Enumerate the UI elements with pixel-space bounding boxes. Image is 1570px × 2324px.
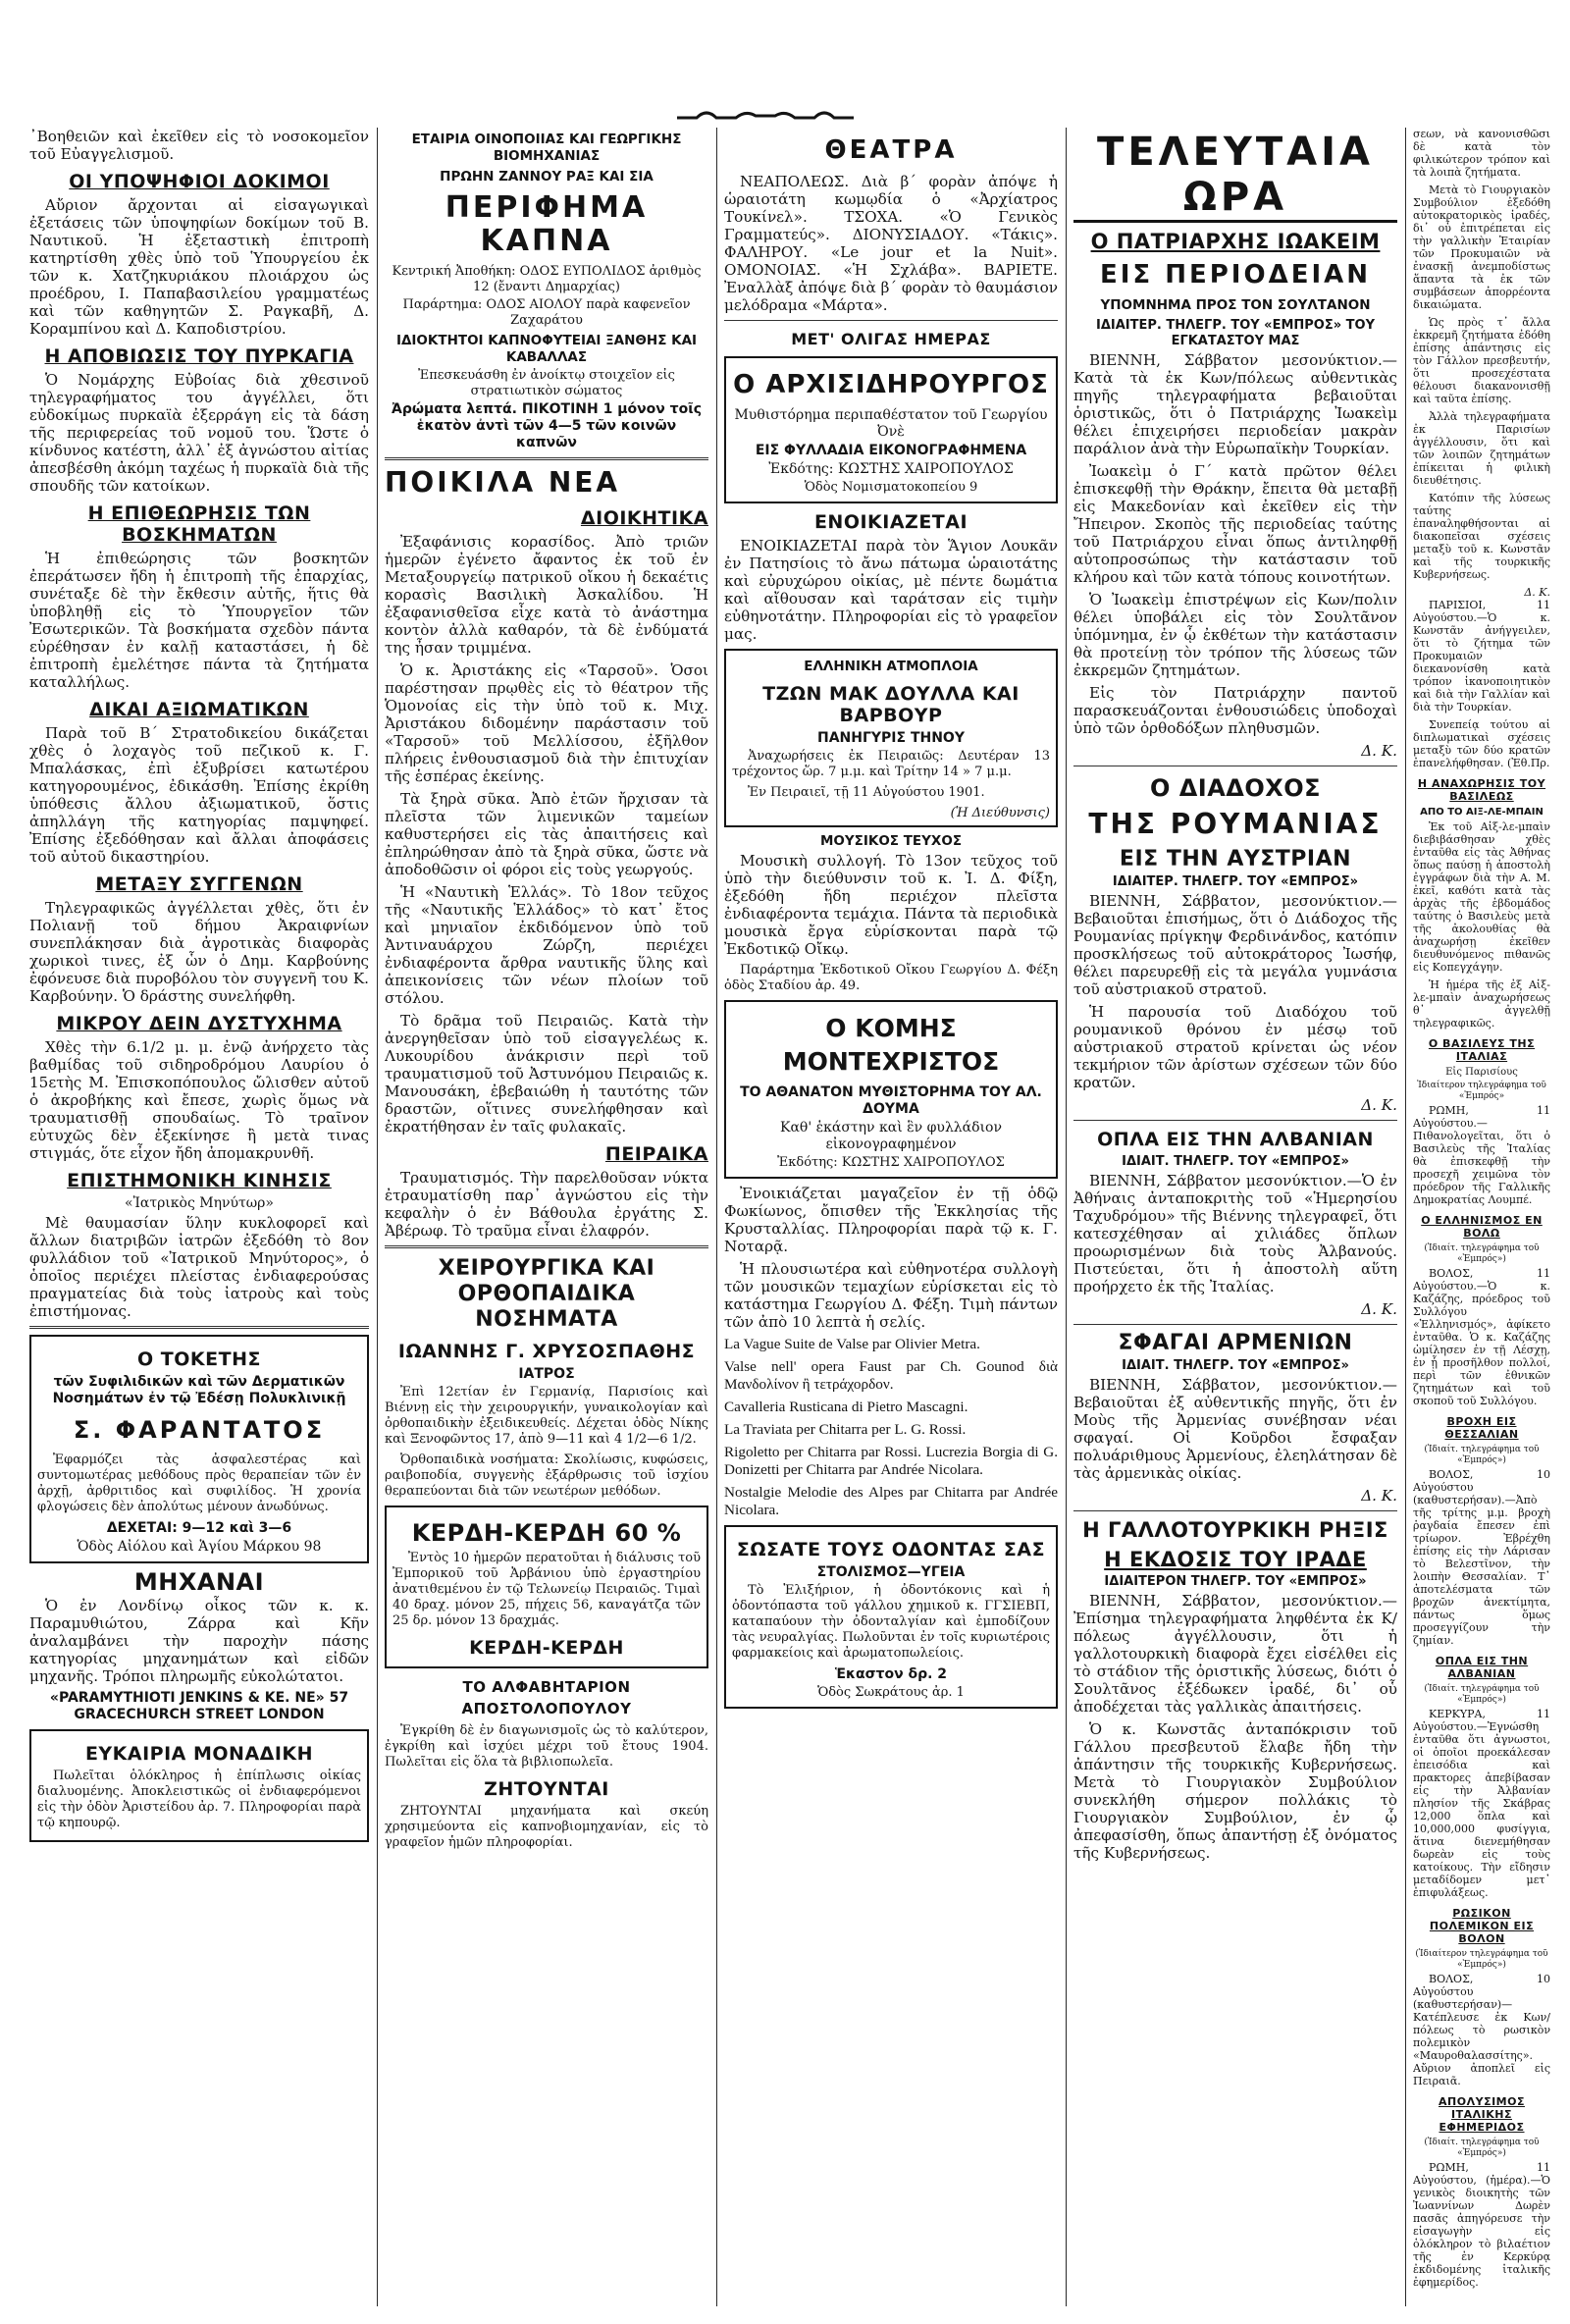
ad-editor: Ἐκδότης: ΚΩΣΤΗΣ ΧΑΙΡΟΠΟΥΛΟΣ [768,461,1014,477]
headline: Η ΑΠΟΒΙΩΣΙΣ ΤΟΥ ΠΥΡΚΑΓΙΑ [44,345,354,367]
article-text: Ἡ «Ναυτικὴ Ἑλλάς». Τὸ 18ον τεῦχος τῆς «Ναυτικῆς Ἑλλάδος» τὸ κατ᾽ ἔτος καὶ μηνιαῖον ἐκδιδόμενον ὑπὸ τοῦ Ἀντιναυάρχου Ζώρζη, περιέχει ἐνδιαφέροντα ἄρθρα ναυτικῆς ὕλης καὶ ἀπεικονίσεις τῶν νέων πλοίων τοῦ στόλου. [385,883,708,1007]
ad-text: Ἐπὶ 12ετίαν ἐν Γερμανίᾳ, Παρισίοις καὶ Βιέννῃ εἰς τὴν χειρουργικήν, γυναικολογίαν καὶ ὀρθοπαιδικὴν ἐξειδικευθείς. Δέχεται ὁδὸς Νίκης καὶ Ξενοφῶντος 17, ἀπὸ 9—11 καὶ 4 1/2—6 1/2. [385,1385,708,1447]
headline: ΜΕΤΑΞΥ ΣΥΓΓΕΝΩΝ [95,873,303,895]
column-2 [385,128,708,2297]
article-text: ΒΙΕΝΝΗ, Σάββατον, μεσονύκτιον.—Βεβαιοῦται ἐπισήμως, ὅτι ὁ Διάδοχος τῆς Ρουμανίας πρίγκηψ Φερδινάνδος, κατόπιν προσκλήσεως τοῦ αὐτοκράτορος Ἰωσήφ, θέλει παρευρεθῇ εἰς τὰ μεγάλα γυμνάσια τοῦ αὐστριακοῦ στρατοῦ. [1073,892,1397,998]
column-1 [29,128,369,2297]
article-text: ΡΩΜΗ, 11 Αὐγούστου.—Πιθανολογεῖται, ὅτι ὁ Βασιλεὺς τῆς Ἰταλίας θὰ ἐπισκεφθῇ τὴν προσεχῆ χειμῶνα τὸν πρόεδρον τῆς Γαλλικῆς Δημοκρατίας Λουμπέ. [1413,1104,1550,1206]
divider [1073,1510,1397,1511]
headline: ΟΠΛΑ ΕΙΣ ΤΗΝ ΑΛΒΑΝΙΑΝ [1097,1129,1374,1150]
ad-title: ΕΛΛΗΝΙΚΗ ΑΤΜΟΠΛΟΙΑ [804,659,978,674]
article-text: Ἐξαφάνισις κορασίδος. Ἀπὸ τριῶν ἡμερῶν ἐγένετο ἄφαντος ἐκ τοῦ ἐν Μεταξουργείῳ πατρικοῦ οἴκου ἡ δεκαέτις κορασὶς Βασιλικὴ Ἀσκαλίδου. Ἡ ἐξαφανισθεῖσα εἶχε κατὰ τὸ ἀνάστημα κοντὸν ἀλλὰ καθαρόν, τὰ δὲ ἐνδύματά της ἦσαν τριμμένα. [385,533,708,657]
headline: ΡΩΣΙΚΟΝ ΠΟΛΕΜΙΚΟΝ ΕΙΣ ΒΟΛΟΝ [1429,1907,1535,1945]
ad-title: Ο ΤΟΚΕΤΗΣ [137,1348,261,1370]
article-text: Χθὲς τὴν 6.1/2 μ. μ. ἐνῷ ἀνήρχετο τὰς βαθμίδας τοῦ σιδηροδρόμου Λαυρίου ὁ 15ετὴς Μ. Ἐπισκοπόπουλος ὤλισθεν αὐτοῦ ὁ ἀκροβήκης καὶ ἔπεσε, χωρὶς ὅμως νὰ τραυματισθῇ σπουδαίως. Τὸ τραῖνον εὐτυχῶς δὲν ἐξεκίνησε ἢ μετὰ τινας στιγμάς, ὅτε εἶχον ἤδη ἀπομακρυνθῆ. [29,1038,369,1162]
headline: ΜΙΚΡΟΥ ΔΕΙΝ ΔΥΣΤΥΧΗΜΑ [56,1013,342,1034]
subheadline: Εἰς Παρισίους [1445,1067,1518,1078]
column-rule [1066,128,1067,2306]
article-text: Συνεπείᾳ τούτου αἱ διπλωματικαὶ σχέσεις μεταξὺ τῶν δύο κρατῶν ἐπανελήφθησαν. (Ἐθ.Πρ. [1413,718,1550,769]
article-text: Ἡ πλουσιωτέρα καὶ εὐθηνοτέρα συλλογὴ τῶν μουσικῶν τεμαχίων εὑρίσκεται εἰς τὸ κατάστημα Γεωργίου Δ. Φέξη. Τιμὴ πάντων τῶν ἀπὸ 10 λεπτὰ ἡ σελίς. [724,1260,1058,1331]
article-text: Μετὰ τὸ Γιουργιακὸν Συμβούλιον ἐξεδόθη αὐτοκρατορικὸς ἰραδές, δι᾽ οὗ ἐπιτρέπεται εἰς τὴν γαλλικὴν Ἑταιρίαν τῶν Προκυμαιῶν νὰ ἐνασκῇ ἀνεμποδίστως ἅπαντα τὰ ἐκ τῶν συμβάσεων ἀπορρέοντα δικαιώματα. [1413,184,1550,311]
ad-title: ΧΕΙΡΟΥΡΓΙΚΑ ΚΑΙ ΟΡΘΟΠΑΙΔΙΚΑ ΝΟΣΗΜΑΤΑ [438,1256,655,1332]
ad-price: Ἀρώματα λεπτά. ΠΙΚΟΤΙΝΗ 1 μόνον τοῖς ἑκατὸν ἀντὶ τῶν 4—5 τῶν κοινῶν καπνῶν [392,401,702,450]
headline: Η ΕΚΔΟΣΙΣ ΤΟΥ ΙΡΑΔΕ [1104,1548,1367,1571]
dateline: ΙΔΙΑΙΤΕΡ. ΤΗΛΕΓΡ. ΤΟΥ «ΕΜΠΡΟΣ» [1112,874,1359,889]
ad-text: ΕΝΟΙΚΙΑΖΕΤΑΙ παρὰ τὸν Ἅγιον Λουκᾶν ἐν Πατησίοις τὸ ἄνω πάτωμα ὡραιοτάτης καὶ εὐρυχώρου οἰκίας, μὲ πέντε δωμάτια καὶ αἴθουσαν καὶ ταράτσαν εἰς τιμὴν εὐθηνοτάτην. Πληροφορίαι εἰς τὸ γραφεῖον μας. [724,537,1058,643]
ad-banner: ΠΡΩΗΝ ΖΑΝΝΟΥ ΡΑΞ ΚΑΙ ΣΙΑ [440,169,654,185]
article-text: ΒΙΕΝΝΗ, Σάββατον, μεσονύκτιον.—Βεβαιοῦται ἐξ αὐθεντικῆς πηγῆς, ὅτι ἐν Μοὺς τῆς Ἀρμενίας συνέβησαν νέαι σφαγαί. Οἱ Κοῦρδοι ἔσφαξαν πολυάριθμους Ἀρμενίους, ἐλεηλάτησαν δὲ τὰς ἀρμενικὰς οἰκίας. [1073,1376,1397,1482]
signature: Δ. Κ. [1361,742,1397,760]
article-text: Ἡ ἡμέρα τῆς ἐξ Αἰξ-λε-μπαὶν ἀναχωρήσεως θ᾽ ἀγγελθῇ τηλεγραφικῶς. [1413,978,1550,1030]
headline: Η ΕΠΙΘΕΩΡΗΣΙΣ ΤΩΝ ΒΟΣΚΗΜΑΤΩΝ [87,502,311,546]
advertisement [385,1505,708,1668]
dateline: (Ἰδιαίτερον τηλεγράφημα τοῦ «Ἐμπρός») [1415,1949,1548,1970]
headline: ΕΙΣ ΠΕΡΙΟΔΕΙΑΝ [1099,260,1372,290]
ad-subtitle: ΣΤΟΛΙΣΜΟΣ—ΥΓΕΙΑ [816,1564,966,1580]
dateline: ΙΔΙΑΙΤ. ΤΗΛΕΓΡ. ΤΟΥ «ΕΜΠΡΟΣ» [1122,1358,1349,1373]
ad-line: Παράρτημα: ΟΔΟΣ ΑΙΟΛΟΥ παρὰ καφενεῖον Ζαχαράτου [402,297,691,328]
article-text: ΒΟΛΟΣ, 10 Αὐγούστου (καθυστερήσαν).—Ἀπὸ τῆς τρίτης μ.μ. βροχὴ ῥαγδαία ἔπεσεν ἐπὶ τρίωρον. Ἐβρέχθη ἐπίσης εἰς τὴν Λάρισαν τὸ Βελεστῖνον, τὴν λοιπὴν Θεσσαλίαν. Τ᾽ ἀποτελέσματα τῶν βροχῶν ἀνεκτίμητα, πάντως ὅμως προσεγγίζουν τὴν ζημίαν. [1413,1468,1550,1647]
headline: ΔΙΚΑΙ ΑΞΙΩΜΑΤΙΚΩΝ [89,699,309,720]
article-text: Ὁ κ. Ἀριστάκης εἰς «Ταρσοῦ». Ὁσοι παρέστησαν πρῳθὲς εἰς τὸ θέατρον τῆς Ὁμονοίας εἰς τὴν ὑπὸ τοῦ κ. Μιχ. Ἀριστάκου διδομένην παράστασιν τοῦ «Ταρσοῦ» τοῦ Μελλίσσου, ἐξῆλθον πλήρεις ἐνθουσιασμοῦ διὰ τὴν ἐπιτυχίαν τῆς ἑσπέρας ἐκείνης. [385,661,708,785]
ad-title: ΖΗΤΟΥΝΤΑΙ [484,1778,609,1800]
ad-text: Ἐγκρίθη δὲ ἐν διαγωνισμοῖς ὡς τὸ καλύτερον, ἐγκρίθη καὶ ἰσχύει μέχρι τοῦ ἔτους 1904. Πωλεῖται εἰς ὅλα τὰ βιβλιοπωλεῖα. [385,1723,708,1769]
headline: ΟΙ ΥΠΟΨΗΦΙΟΙ ΔΟΚΙΜΟΙ [69,171,330,192]
ad-signature: (Ἡ Διεύθυνσις) [950,806,1050,820]
ad-address: Ὁδὸς Νομισματοκοπείου 9 [804,480,978,495]
ad-subtitle: ΤΟ ΑΘΑΝΑΤΟΝ ΜΥΘΙΣΤΟΡΗΜΑ ΤΟΥ ΑΛ. ΔΟΥΜΑ [740,1084,1042,1117]
article-text: Ἀλλὰ τηλεγραφήματα ἐκ Παρισίων ἀγγέλλουσιν, ὅτι καὶ τῶν λοιπῶν ζητημάτων ἐπίκειται ἡ φιλικὴ διευθέτησις. [1413,410,1550,487]
subheadline: ΥΠΟΜΝΗΜΑ ΠΡΟΣ ΤΟΝ ΣΟΥΛΤΑΝΟΝ [1100,297,1371,313]
article-text: ΒΙΕΝΝΗ, Σάββατον μεσονύκτιον.—Κατὰ τὰ ἐκ Κων/πόλεως αὐθεντικὰς πηγῆς τηλεγραφήματα βεβαιοῦται ὁριστικῶς, ὅτι ὁ Πατριάρχης Ἰωακεὶμ θέλει ἐπιχειρήσει περιοδείαν μακρὰν παράλιον ἀνὰ τὴν Εὐρωπαϊκὴν Τουρκίαν. [1073,351,1397,457]
advertisement [724,1000,1058,1179]
ad-text: Ἐφαρμόζει τὰς ἀσφαλεστέρας καὶ συντομωτέρας μεθόδους πρὸς θεραπείαν τῶν ἐν ἀρχῇ, ἀρθριτιδος καὶ συφιλίδος. Ἡ χρονία φλογώσεις δὲν ἀπολύτως μένουν ἀνωδύνως. [37,1452,361,1514]
ad-text: Ἐν Πειραιεῖ, τῇ 11 Αὐγούστου 1901. [748,785,985,800]
ad-owners: ΙΔΙΟΚΤΗΤΟΙ ΚΑΠΝΟΦΥΤΕΙΑΙ ΞΑΝΘΗΣ ΚΑΙ ΚΑΒΑΛΛΑΣ [395,333,698,365]
article-text: Παράρτημα Ἐκδοτικοῦ Οἴκου Γεωργίου Δ. Φέξη ὁδὸς Σταδίου ἀρ. 49. [724,963,1058,993]
ad-line: Ἐπεσκευάσθη ἐν ἀνοίκτῳ στοιχεῖον εἰς στρατιωτικὸν σώματος [418,368,675,398]
dateline: ΙΔΙΑΙΤΕΡ. ΤΗΛΕΓΡ. ΤΟΥ «ΕΜΠΡΟΣ» ΤΟΥ ΕΓΚΑΤΑΣΤΟΥ ΜΑΣ [1095,318,1375,348]
ad-title: ΚΕΡΔΗ-ΚΕΡΔΗ 60 % [411,1519,682,1547]
article-text: Ἐκ τοῦ Αἰξ-λε-μπαὶν διεβιβάσθησαν χθὲς ἐνταῦθα εἰς τὰς Ἀθήνας ὅπως παύσῃ ἡ ἀποστολὴ ἐγγράφων διὰ τὴν Α. Μ. ἐκεῖ, καθότι κατὰ τὰς ἀρχὰς τῆς ἑβδομάδος ταύτης ὁ Βασιλεὺς μετὰ τῆς ἀκολουθίας θὰ ἀναχωρήσῃ ἐκεῖθεν διευθυνόμενος πιθανῶς εἰς Κοπεγχάγην. [1413,820,1550,974]
music-item: Nostalgie Melodie des Alpes par Chitarra par Andrée Nicolara. [724,1484,1058,1518]
ad-title: ΠΕΡΙΦΗΜΑ ΚΑΠΝΑ [445,190,649,258]
top-ornament [677,106,854,122]
article-text: Ὁ Νομάρχης Εὐβοίας διὰ χθεσινοῦ τηλεγραφήματος του ἀγγέλλει, ὅτι εὐδοκίμως πυρκαϊὰ ἐξερράγη εἰς τὰ δάση τῆς περιφερείας τοῦ νομοῦ του. Ὥστε ὁ κίνδυνος κατέστη, ἀλλ᾽ ἐξ ἀγνώστου αἰτίας ἀπεσβέσθη ἀκόμη ταχέως ἡ πυρκαϊὰ διὰ τῆς σπουδῆς τῶν κατοίκων. [29,371,369,495]
column-rule [1405,128,1406,2306]
article-text: Ὁ κ. Κωνστᾶς ἀνταπόκρισιν τοῦ Γάλλου πρεσβευτοῦ ἔλαβε ἤδη τὴν ἀπάντησιν τῆς τουρκικῆς Κυβερνήσεως. Μετὰ τὸ Γιουργιακὸν Συμβούλιον συνεκλήθη σήμερον πολλάκις τὸ Γιουργιακὸν Συμβούλιον, ἐν ᾧ ἀπεφασίσθη, ὅπως ἀπαντήσῃ ἐξ ὀνόματος τῆς Κυβερνήσεως. [1073,1720,1397,1862]
advertisement [724,356,1058,503]
section-title: ΤΕΛΕΥΤΑΙΑ ΩΡΑ [1073,130,1397,223]
article-text: ΡΩΜΗ, 11 Αὐγούστου, (ἡμέρα).—Ὁ γενικὸς διοικητὴς τῶν Ἰωαννίνων Δωρὲν πασᾶς ἀπηγόρευσε τὴν εἰσαγωγὴν εἰς ὁλόκληρον τὸ βιλαέτιον τῆς ἐν Κερκύρᾳ ἐκδιδομένης ἰταλικῆς ἐφημερίδος. [1413,2161,1550,2289]
newspaper-page [20,0,1550,2324]
ad-name: ΙΩΑΝΝΗΣ Γ. ΧΡΥΣΟΣΠΑΘΗΣ [397,1341,696,1362]
signature: Δ. Κ. [1361,1487,1397,1505]
advertisement [724,1525,1058,1709]
column-rule [377,128,378,2306]
headline: Ο ΔΙΑΔΟΧΟΣ [1149,774,1322,802]
dateline: ΙΔΙΑΙΤ. ΤΗΛΕΓΡ. ΤΟΥ «ΕΜΠΡΟΣ» [1122,1154,1349,1169]
article-text: Παρὰ τοῦ Β´ Στρατοδικείου δικάζεται χθὲς ὁ λοχαγὸς τοῦ πεζικοῦ κ. Γ. Μπαλάσκας, ἐπὶ ἐξυβρίσει κατωτέρου κατηγορουμένος, ἐδικάσθη. Ἐπίσης ἐκρίθη ὑπόθεσις ἄλλου ἀξιωματικοῦ, ὅστις ἀπηλλάγη τῆς κατηγορίας παμψηφεί. Ἐπίσης ἐξεδόθησαν καὶ ἄλλαι ἀποφάσεις τοῦ αὐτοῦ δικαστηρίου. [29,724,369,866]
article-text: Ἐνοικιάζεται μαγαζεῖον ἐν τῇ ὁδῷ Φωκίωνος, ὄπισθεν τῆς Ἐκκλησίας τῆς Κρυσταλλίας. Πληροφορίαι παρὰ τῷ κ. Γ. Νοταρᾷ. [724,1185,1058,1255]
ad-text: Ἐντὸς 10 ἡμερῶν περατοῦται ἡ διάλυσις τοῦ Ἐμπορικοῦ τοῦ Ἀρβάνιου ὑπὸ ἐργαστηρίου ἀνατιθεμένου ἐν τῷ Τελωνείῳ Πειραιῶς. Τιμαὶ 40 δραχ. μόνον 25, πήχεις 56, καναγάτζα τῶν 25 δρ. μόνον 13 δραχμάς. [392,1551,701,1628]
section-title: ΘΕΑΤΡΑ [824,135,958,165]
article-text: Ὁ Ἰωακεὶμ ἐπιστρέψων εἰς Κων/πολιν θέλει ὑποβάλει εἰς τὸν Σουλτᾶνον ὑπόμνημα, ἐν ᾧ ἐκθέτων τὴν κατάστασιν θὰ προτείνῃ τὸν τρόπον τῆς λύσεως τῶν ἐκκρεμῶν ζητημάτων. [1073,591,1397,679]
ad-editor: Ἐκδότης: ΚΩΣΤΗΣ ΧΑΙΡΟΠΟΥΛΟΣ [777,1155,1005,1170]
headline: ΔΙΟΙΚΗΤΙΚΑ [580,507,708,529]
article-text: Εἰς τὸν Πατριάρχην παντοῦ παρασκευάζονται ἐνθουσιώδεις ὑποδοχαὶ ὑπὸ τῶν ὀρθοδόξων πληθυσμῶν. [1073,684,1397,737]
dateline: (Ἰδιαίτ. τηλεγράφημα τοῦ «Ἐμπρός») [1424,1243,1540,1264]
article-text: Αὔριον ἄρχονται αἱ εἰσαγωγικαὶ ἐξετάσεις τῶν ὑποψηφίων δοκίμων τοῦ Β. Ναυτικοῦ. Ἡ ἐξεταστικὴ ἐπιτροπὴ κατηρτίσθη χθὲς ὑπὸ τοῦ Ὑπουργείου ἐκ τῶν κ. Χατζηκυριάκου πλοιάρχου ὡς προέδρου, Ι. Παπαβασιλείου γραμματέως καὶ τῶν καθηγητῶν Σ. Ραγκαβῆ, Δ. Κοραμπίνου καὶ Δ. Καποδιστρίου. [29,196,369,338]
headline: ΠΕΙΡΑΙΚΑ [604,1143,708,1165]
ad-footer: ΚΕΡΔΗ-ΚΕΡΔΗ [469,1637,624,1659]
ad-title: Ο ΚΟΜΗΣ ΜΟΝΤΕΧΡΙΣΤΟΣ [782,1014,1000,1076]
headline: Ο ΕΛΛΗΝΙΣΜΟΣ ΕΝ ΒΟΛΩ [1421,1214,1543,1240]
divider [385,457,708,460]
ad-text: Ὁ ἐν Λονδίνῳ οἶκος τῶν κ. κ. Παραμυθιώτου, Ζάρρα καὶ Κῆν ἀναλαμβάνει τὴν παροχὴν πάσης κατηγορίας μηχανημάτων καὶ εἰδῶν μηχανῆς. Τρόποι πληρωμῆς εὐκολώτατοι. [29,1597,369,1685]
ad-subtitle: Μυθιστόρημα περιπαθέστατον τοῦ Γεωργίου Ὀνὲ [734,407,1048,440]
divider [1073,1120,1397,1121]
signature: Δ. Κ. [1361,1300,1397,1318]
ad-title: Ο ΑΡΧΙΣΙΔΗΡΟΥΡΓΟΣ [733,370,1049,399]
ad-text: Πωλεῖται ὁλόκληρος ἡ ἐπίπλωσις οἰκίας διαλυομένης. Ἀποκλειστικῶς οἱ ἐνδιαφερόμενοι εἰς τὴν ὁδὸν Ἀριστείδου ἀρ. 7. Πληροφορίαι παρὰ τῷ κηπουρῷ. [37,1769,361,1830]
ad-price: Ἑκαστον δρ. 2 [834,1666,948,1682]
dateline: Ἰδιαίτερον τηλεγράφημα τοῦ «Ἐμπρός» [1417,1081,1546,1101]
signature: Δ. Κ. [1524,586,1550,599]
ad-text: ΖΗΤΟΥΝΤΑΙ μηχανήματα καὶ σκεύη χρησιμεύοντα εἰς καπνοβιομηχανίαν, εἰς τὸ γραφεῖον ἡμῶν πληροφορίαι. [385,1804,708,1850]
headline: Η ΑΝΑΧΩΡΗΣΙΣ ΤΟΥ ΒΑΣΙΛΕΩΣ [1417,777,1546,803]
article-text: Τὸ δρᾶμα τοῦ Πειραιῶς. Κατὰ τὴν ἀνεργηθεῖσαν ὑπὸ τοῦ εἰσαγγελέως κ. Λυκουρίδου ἀνάκρισιν περὶ τοῦ τραυματισμοῦ τοῦ Ἀστυνόμου Πειραιῶς κ. Μανουσάκη, ἐβεβαιώθη ἡ ταυτότης τῶν δραστῶν, οἵτινες συνελήφθησαν καὶ ἐκρατήθησαν ἐν ταῖς φυλακαῖς. [385,1012,708,1136]
headline: ΒΡΟΧΗ ΕΙΣ ΘΕΣΣΑΛΙΑΝ [1444,1415,1519,1441]
column-5-text [1413,128,1550,2297]
divider [385,1245,708,1248]
music-item: Valse nell' opera Faust par Ch. Gounod διὰ Μανδολίνον ἢ τετράχορδον. [724,1358,1058,1393]
article-text: Τὰ ξηρὰ σῦκα. Ἀπὸ ἐτῶν ἤρχισαν τὰ πλεῖστα τῶν λιμενικῶν ταμείων καθυστερήσει εἰς τὰς ἀπαιτήσεις καὶ ἐπληρώθησαν ἀπὸ τὰ ξηρὰ σῦκα, ὥστε νὰ ἀποδοθῶσιν οἱ φόροι εἰς τοὺς γεωργούς. [385,790,708,878]
column-3 [724,128,1058,2297]
dateline: (Ἰδιαίτ. τηλεγράφημα τοῦ «Ἐμπρός») [1424,1445,1540,1465]
headline: ΑΠΟΛΥΣΙΜΟΣ ΙΤΑΛΙΚΗΣ ΕΦΗΜΕΡΙΔΟΣ [1439,2095,1525,2134]
article-text: Τραυματισμός. Τὴν παρελθοῦσαν νύκτα ἐτραυματίσθη παρ᾽ ἀγνώστου εἰς τὴν κεφαλὴν ὁ ἐν Βάθουλα ἐργάτης Σ. Ἀβέρωφ. Τὸ τραῦμα εἶναι ἐλαφρόν. [385,1169,708,1240]
article-text: Μὲ θαυμασίαν ὕλην κυκλοφορεῖ καὶ ἄλλων διατριβῶν ἰατρῶν ἐξεδόθη τὸ 8ον φυλλάδιον τοῦ «Ἰατρικοῦ Μηνύτορος», ὁ ὁποῖος περιέχει πλείστας ἐνδιαφερούσας πραγματείας διὰ τοὺς ἰατροὺς καὶ τοὺς ἐπιστήμονας. [29,1214,369,1320]
ad-hours: ΔΕΧΕΤΑΙ: 9—12 καὶ 3—6 [106,1520,292,1536]
article-text: Ἡ παρουσία τοῦ Διαδόχου τοῦ ρουμανικοῦ θρόνου ἐν μέσῳ τοῦ αὐστριακοῦ στρατοῦ κρίνεται ὡς νέον τεκμήριον τῶν ἀρίστων σχέσεων τῶν δύο κρατῶν. [1073,1003,1397,1091]
article-text: Ὡς πρὸς τ᾽ ἄλλα ἐκκρεμῆ ζητήματα ἐδόθη ἐπίσης ἀπάντησις εἰς τὸν Γάλλον πρεσβευτήν, ὅτι προσεχέστατα θέλουσι διακανονισθῇ καὶ ταῦτα ἐπίσης. [1413,316,1550,405]
article-text: ΠΑΡΙΣΙΟΙ, 11 Αὐγούστου.—Ὁ κ. Κωνστᾶν ἀνήγγειλεν, ὅτι τὸ ζήτημα τῶν Προκυμαιῶν διεκανονίσθη κατὰ τρόπον ἱκανοποιητικὸν καὶ διὰ τὴν Γαλλίαν καὶ διὰ τὴν Τουρκίαν. [1413,599,1550,713]
dateline: ΙΔΙΑΙΤΕΡΟΝ ΤΗΛΕΓΡ. ΤΟΥ «ΕΜΠΡΟΣ» [1104,1574,1367,1589]
headline: ΜΕΤ' ΟΛΙΓΑΣ ΗΜΕΡΑΣ [791,330,991,348]
headline: ΕΙΣ ΤΗΝ ΑΥΣΤΡΙΑΝ [1119,847,1352,872]
article-text: Μουσικὴ συλλογή. Τὸ 13ον τεῦχος τοῦ ὑπὸ τὴν διεύθυνσιν τοῦ κ. Ἰ. Δ. Φίξη, ἐξεδόθη ἤδη περιέχον πλεῖστα ἐνδιαφέροντα τεμάχια. Πάντα τὰ περιοδικὰ μουσικὰ ἔργα εὑρίσκονται παρὰ τῷ Ἐκδοτικῷ Οἴκῳ. [724,852,1058,958]
article-text: ΚΕΡΚΥΡΑ, 11 Αὐγούστου.—Ἐγνώσθη ἐνταῦθα ὅτι ἀγνωστοι, οἱ ὁποῖοι προεκάλεσαν ἐπεισόδια καὶ πρακτορες ἀπεβίβασαν εἰς τὴν Ἀλβανίαν πλησίον τῆς Σκάβρας 12,000 ὅπλα καὶ 10,000,000 φυσίγγια, ἅτινα διενεμήθησαν δωρεὰν εἰς τοὺς κατοίκους. Τὴν εἴδησιν μεταδίδομεν μετ᾽ ἐπιφυλάξεως. [1413,1708,1550,1899]
divider [724,320,1058,321]
divider [1073,1324,1397,1325]
ad-text: Καθ' ἑκάστην καὶ ἓν φυλλάδιον εἰκονογραφημένον [780,1120,1002,1152]
divider [29,1326,369,1329]
headline: ΟΠΛΑ ΕΙΣ ΤΗΝ ΑΛΒΑΝΙΑΝ [1435,1655,1529,1680]
article-text: ΒΙΕΝΝΗ, Σάββατον, μεσονύκτιον.—Ἐπίσημα τηλεγραφήματα ληφθέντα ἐκ Κ/πόλεως ἀγγέλλουσιν, ὅτι ἡ γαλλοτουρκικὴ διαφορὰ ἔχει εἰσέλθει εἰς τὸ στάδιον τῆς ὁριστικῆς λύσεως, διότι ὁ Σουλτᾶνος ἐξέδωκεν ἰραδέ, δι᾽ οὗ ἀποδέχεται τὰς γαλλικὰς ἀπαιτήσεις. [1073,1592,1397,1716]
headline: ΤΗΣ ΡΟΥΜΑΝΙΑΣ [1088,808,1383,840]
advertisement [29,1729,369,1842]
advertisement [724,649,1058,827]
advertisement [29,1335,369,1563]
headline: ΣΦΑΓΑΙ ΑΡΜΕΝΙΩΝ [1118,1331,1353,1355]
ad-title: ΣΩΣΑΤΕ ΤΟΥΣ ΟΔΟΝΤΑΣ ΣΑΣ [736,1539,1046,1560]
music-item: La Traviata per Chitarra per L. G. Rossi. [724,1421,967,1438]
signature: Δ. Κ. [1361,1096,1397,1114]
ad-name: Σ. ΦΑΡΑΝΤΑΤΟΣ [73,1416,326,1444]
article-text: Ἡ ἐπιθεώρησις τῶν βοσκητῶν ἐπεράτωσεν ἤδη ἡ ἐπιτροπὴ τῆς ἐπαρχίας, συνέταξε δὲ τὴν ἔκθεσιν αὐτῆς, ἥτις θὰ ὑποβληθῇ εἰς τὸ Ὑπουργεῖον τῶν Ἐσωτερικῶν. Τὰ βοσκήματα σχεδὸν πάντα εὑρέθησαν ἐν καλῇ καταστάσει, ἡ δὲ ἐπιτροπὴ ἐμελέτησε πάντα τὰ ζητήματα καταλλήλως. [29,550,369,691]
music-item: Rigoletto per Chitarra par Rossi. Lucrezia Borgia di G. Donizetti per Chitarra par Andrée Nicolara. [724,1444,1058,1478]
headline: ΜΟΥΣΙΚΟΣ ΤΕΥΧΟΣ [819,833,963,849]
article-text: Κατόπιν τῆς λύσεως ταύτης ἐπαναληφθήσονται αἱ διακοπεῖσαι σχέσεις μεταξὺ τοῦ κ. Κωνστᾶν καὶ τῆς τουρκικῆς Κυβερνήσεως. [1413,492,1550,581]
section-title: ΠΟΙΚΙΛΑ ΝΕΑ [385,466,621,499]
article-text: ΒΙΕΝΝΗ, Σάββατον μεσονύκτιον.—Ὁ ἐν Ἀθήναις ἀνταποκριτὴς τοῦ «Ἡμερησίου Ταχυδρόμου» τῆς Βιέννης τηλεγραφεῖ, ὅτι κατεσχέθησαν αἱ χιλιάδες ὅπλων προωρισμένων διὰ τοὺς Ἀλβανούς. Πιστεύεται, ὅτι ἡ ἀποστολὴ αὕτη προήρχετο ἐκ τῆς Ἰταλίας. [1073,1172,1397,1295]
article-text: ΒΟΛΟΣ, 11 Αὐγούστου.—Ὁ κ. Καζάζης, πρόεδρος τοῦ Συλλόγου «Ἑλληνισμός», ἀφίκετο ἐνταῦθα. Ὁ κ. Καζάζης ὡμίλησεν ἐν τῇ Λέσχῃ, ἐν ᾗ προσῆλθον πολλοί, περὶ τῶν ἐθνικῶν ζητημάτων καὶ τοῦ σκοποῦ τοῦ Συλλόγου. [1413,1267,1550,1407]
article-text: Τηλεγραφικῶς ἀγγέλλεται χθὲς, ὅτι ἐν Πολιανῇ τοῦ δήμου Ἀκραιφνίων συνεπλάκησαν διὰ ἀγροτικὰς διαφορὰς χωρικοὶ τινες, ἐξ ὧν ὁ Δημ. Καρβούνης ἐφόνευσε διὰ πυροβόλου τὸν συγγενῆ του Κ. Καρβούνην. Ὁ δράστης συνελήφθη. [29,899,369,1005]
subheadline: «Ἰατρικὸς Μηνύτωρ» [125,1195,274,1211]
ad-address: Ὁδὸς Σωκράτους ἀρ. 1 [817,1685,965,1700]
ad-title: ΜΗΧΑΝΑΙ [133,1568,265,1596]
headline: Ο ΠΑΤΡΙΑΡΧΗΣ ΙΩΑΚΕΙΜ [1090,230,1381,253]
ad-subtitle: τῶν Συφιλιδικῶν καὶ τῶν Δερματικῶν Νοσημάτων ἐν τῷ Ἐδέσῃ Πολυκλινικῇ [52,1374,346,1406]
ad-banner: ΕΤΑΙΡΙΑ ΟΙΝΟΠΟΙΙΑΣ ΚΑΙ ΓΕΩΡΓΙΚΗΣ ΒΙΟΜΗΧΑΝΙΑΣ [411,132,682,164]
music-item: La Vague Suite de Valse par Olivier Metra. [724,1336,980,1352]
article-text: σεων, νὰ κανονισθῶσι δὲ κατὰ τὸν φιλικώτερον τρόπον καὶ τὰ λοιπὰ ζητήματα. [1413,128,1550,179]
ad-title: ΙΑΤΡΟΣ [518,1366,575,1382]
article-text: ΒΟΛΟΣ, 10 Αὐγούστου (καθυστερήσαν)—Κατέπλευσε ἐκ Κων/πόλεως τὸ ρωσικὸν πολεμικὸν «Μαυροθαλασσίτης». Αὔριον ἀποπλεῖ εἰς Πειραιᾶ. [1413,1973,1550,2087]
headline: ΕΠΙΣΤΗΜΟΝΙΚΗ ΚΙΝΗΣΙΣ [67,1170,332,1191]
ad-text: Ὀρθοπαιδικὰ νοσήματα: Σκολίωσις, κυφώσεις, ραιβοποδία, συγγενὴς ἐξάρθρωσις τοῦ ἰσχίου θεραπεύονται διὰ τῶν νεωτέρων μεθόδων. [385,1452,708,1499]
ad-title: ΕΝΟΙΚΙΑΖΕΤΑΙ [813,511,968,533]
ad-text: Ἀναχωρήσεις ἐκ Πειραιῶς: Δευτέραν 13 τρέχοντος ὥρ. 7 μ.μ. καὶ Τρίτην 14 » 7 μ.μ. [732,749,1050,779]
dateline: (Ἰδιαίτ. τηλεγράφημα τοῦ «Ἐμπρός») [1424,2138,1540,2158]
dateline: (Ἰδιαίτ. τηλεγράφημα τοῦ «Ἐμπρός») [1424,1684,1540,1705]
headline: Ο ΒΑΣΙΛΕΥΣ ΤΗΣ ΙΤΑΛΙΑΣ [1428,1037,1536,1063]
article-text: ΝΕΑΠΟΛΕΩΣ. Διὰ β΄ φορὰν ἀπόψε ἡ ὡραιοτάτη κωμῳδία ὁ «Ἀρχίατρος Τουκίνελ». ΤΣΟΧΑ. «Ὁ Γενικὸς Γραμματεύς». ΔΙΟΝΥΣΙΑΔΟΥ. «Τάκις». ΦΑΛΗΡΟΥ. «Le jour et la Nuit». ΟΜΟΝΟΙΑΣ. «Ἡ Σχλάβα». ΒΑΡΙΕΤΕ. Ἐναλλὰξ ἀπόψε διὰ β΄ φορὰν τὸ θαυμάσιον μελόδραμα «Μάρτα». [724,173,1058,314]
ad-address: Ὁδὸς Αἰόλου καὶ Ἁγίου Μάρκου 98 [77,1539,322,1555]
ad-subtitle: ΤΖΩΝ ΜΑΚ ΔΟΥΛΛΑ ΚΑΙ ΒΑΡΒΟΥΡ [762,683,1020,726]
ad-subtitle: ΕΙΣ ΦΥΛΛΑΔΙΑ ΕΙΚΟΝΟΓΡΑΦΗΜΕΝΑ [755,443,1027,458]
ad-title: ΤΟ ΑΛΦΑΒΗΤΑΡΙΟΝ ΑΠΟΣΤΟΛΟΠΟΥΛΟΥ [461,1678,632,1717]
article-text: ᾿Βοηθειῶν καὶ ἐκεῖθεν εἰς τὸ νοσοκομεῖον τοῦ Εὐαγγελισμοῦ. [29,128,369,163]
column-4 [1073,128,1397,2297]
article-text: Ἰωακεὶμ ὁ Γ΄ κατὰ πρῶτον θέλει ἐπισκεφθῇ τὴν Θράκην, ἔπειτα θὰ μεταβῇ εἰς Μακεδονίαν καὶ ἐκεῖθεν εἰς τὴν Ἤπειρον. Σκοπὸς τῆς περιοδείας ταύτης τοῦ Πατριάρχου εἶναι ὅπως ἀντιληφθῇ αὐτοπροσώπως τὴν κατάστασιν τοῦ κλήρου καὶ τῶν κατὰ τόπους κοινοτήτων. [1073,462,1397,586]
ad-title: ΕΥΚΑΙΡΙΑ ΜΟΝΑΔΙΚΗ [84,1743,314,1765]
ad-text: Τὸ Ἐλιξήριον, ἡ ὀδοντόκονις καὶ ἡ ὀδοντόπαστα τοῦ γάλλου χημικοῦ κ. ΓΓΣΙΕΒΠ, καταπαύουν τὴν ὀδονταλγίαν καὶ ἐμποδίζουν τὰς νευραλγίας. Πωλοῦνται ἐν τοῖς κυριωτέροις φαρμακείοις καὶ ἀρωματοπωλείοις. [732,1583,1050,1661]
subheadline: ΑΠΟ ΤΟ ΑΙΞ-ΛΕ-ΜΠΑΙΝ [1420,807,1544,818]
ad-line: Κεντρική Ἀποθήκη: ΟΔΟΣ ΕΥΠΟΛΙΔΟΣ ἀριθμὸς 12 (ἔναντι Δημαρχίας) [392,264,702,294]
column-rule [716,128,717,2306]
music-item: Cavalleria Rusticana di Pietro Mascagni. [724,1399,968,1415]
headline: Η ΓΑΛΛΟΤΟΥΡΚΙΚΗ ΡΗΞΙΣ [1082,1518,1388,1542]
ad-footer: «PARAMYTHIOTI JENKINS & KE. NE» 57 GRACECHURCH STREET LONDON [49,1690,349,1722]
ad-subtitle: ΠΑΝΗΓΥΡΙΣ ΤΗΝΟΥ [817,730,965,746]
